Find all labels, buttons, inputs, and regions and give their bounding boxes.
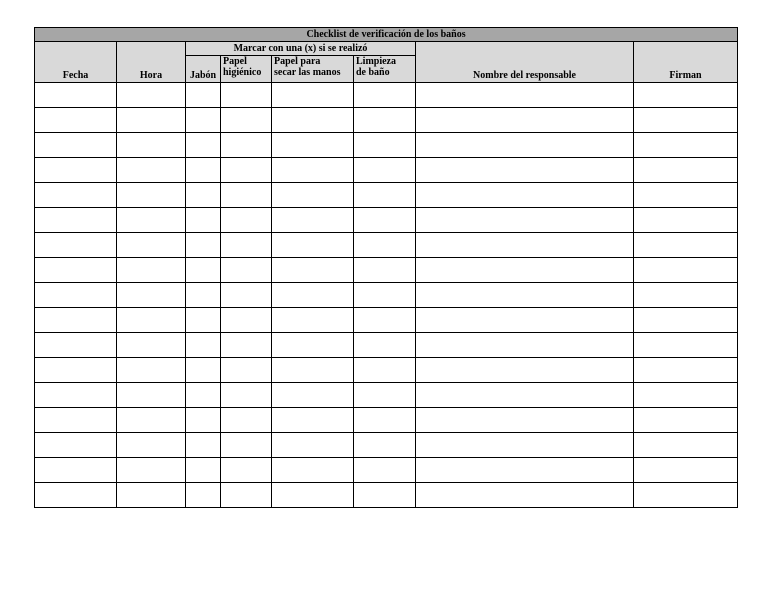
table-title: Checklist de verificación de los baños xyxy=(35,28,738,42)
cell-jabon[interactable] xyxy=(186,408,221,433)
cell-papel-manos[interactable] xyxy=(272,83,354,108)
cell-papel-manos[interactable] xyxy=(272,283,354,308)
table-row xyxy=(35,233,738,258)
cell-firma[interactable] xyxy=(634,208,738,233)
cell-nombre-responsable[interactable] xyxy=(416,383,634,408)
cell-papel-manos[interactable] xyxy=(272,458,354,483)
cell-jabon[interactable] xyxy=(186,183,221,208)
table-row xyxy=(35,358,738,383)
cell-limpieza[interactable] xyxy=(354,233,416,258)
table-row xyxy=(35,433,738,458)
cell-hora[interactable] xyxy=(117,483,186,508)
checklist-table xyxy=(34,27,738,508)
cell-papel-higienico[interactable] xyxy=(221,483,272,508)
cell-papel-higienico[interactable] xyxy=(221,333,272,358)
cell-papel-manos[interactable] xyxy=(272,433,354,458)
cell-hora[interactable] xyxy=(117,108,186,133)
column-header-limpieza-line2: de baño xyxy=(356,67,390,78)
cell-papel-manos[interactable] xyxy=(272,158,354,183)
cell-papel-manos[interactable] xyxy=(272,233,354,258)
cell-limpieza[interactable] xyxy=(354,108,416,133)
cell-papel-higienico[interactable] xyxy=(221,258,272,283)
column-header-papel-higienico-line1: Papel xyxy=(223,56,247,67)
column-header-fecha: Fecha xyxy=(35,42,117,83)
cell-jabon[interactable] xyxy=(186,83,221,108)
cell-hora[interactable] xyxy=(117,333,186,358)
cell-firma[interactable] xyxy=(634,183,738,208)
cell-nombre-responsable[interactable] xyxy=(416,108,634,133)
cell-papel-manos[interactable] xyxy=(272,483,354,508)
table-row xyxy=(35,83,738,108)
table-row xyxy=(35,308,738,333)
cell-jabon[interactable] xyxy=(186,458,221,483)
cell-papel-higienico[interactable] xyxy=(221,383,272,408)
cell-firma[interactable] xyxy=(634,458,738,483)
cell-jabon[interactable] xyxy=(186,358,221,383)
cell-fecha[interactable] xyxy=(35,433,117,458)
cell-jabon[interactable] xyxy=(186,208,221,233)
column-header-papel-manos-line1: Papel para xyxy=(274,56,321,67)
table-row xyxy=(35,283,738,308)
cell-fecha[interactable] xyxy=(35,458,117,483)
cell-fecha[interactable] xyxy=(35,308,117,333)
cell-fecha[interactable] xyxy=(35,483,117,508)
cell-jabon[interactable] xyxy=(186,383,221,408)
cell-limpieza[interactable] xyxy=(354,258,416,283)
cell-hora[interactable] xyxy=(117,433,186,458)
cell-firma[interactable] xyxy=(634,283,738,308)
column-header-firman: Firman xyxy=(634,42,738,83)
cell-papel-higienico[interactable] xyxy=(221,408,272,433)
cell-fecha[interactable] xyxy=(35,283,117,308)
cell-nombre-responsable[interactable] xyxy=(416,208,634,233)
cell-fecha[interactable] xyxy=(35,358,117,383)
cell-limpieza[interactable] xyxy=(354,408,416,433)
cell-papel-higienico[interactable] xyxy=(221,83,272,108)
column-header-jabon: Jabón xyxy=(186,56,221,83)
checklist-sheet xyxy=(34,27,737,508)
cell-papel-higienico[interactable] xyxy=(221,433,272,458)
cell-nombre-responsable[interactable] xyxy=(416,133,634,158)
cell-papel-manos[interactable] xyxy=(272,258,354,283)
cell-hora[interactable] xyxy=(117,83,186,108)
cell-firma[interactable] xyxy=(634,308,738,333)
table-row xyxy=(35,408,738,433)
table-row xyxy=(35,108,738,133)
cell-papel-higienico[interactable] xyxy=(221,183,272,208)
cell-limpieza[interactable] xyxy=(354,283,416,308)
cell-jabon[interactable] xyxy=(186,283,221,308)
cell-papel-higienico[interactable] xyxy=(221,458,272,483)
cell-firma[interactable] xyxy=(634,258,738,283)
table-row xyxy=(35,333,738,358)
cell-firma[interactable] xyxy=(634,408,738,433)
cell-limpieza[interactable] xyxy=(354,133,416,158)
cell-firma[interactable] xyxy=(634,483,738,508)
cell-hora[interactable] xyxy=(117,458,186,483)
cell-fecha[interactable] xyxy=(35,83,117,108)
cell-nombre-responsable[interactable] xyxy=(416,333,634,358)
cell-jabon[interactable] xyxy=(186,433,221,458)
cell-hora[interactable] xyxy=(117,208,186,233)
cell-limpieza[interactable] xyxy=(354,458,416,483)
cell-hora[interactable] xyxy=(117,283,186,308)
cell-nombre-responsable[interactable] xyxy=(416,408,634,433)
cell-papel-manos[interactable] xyxy=(272,333,354,358)
cell-jabon[interactable] xyxy=(186,108,221,133)
cell-papel-higienico[interactable] xyxy=(221,133,272,158)
cell-fecha[interactable] xyxy=(35,108,117,133)
column-header-papel-manos-line2: secar las manos xyxy=(274,67,341,78)
cell-papel-manos[interactable] xyxy=(272,208,354,233)
cell-nombre-responsable[interactable] xyxy=(416,83,634,108)
table-row xyxy=(35,458,738,483)
cell-firma[interactable] xyxy=(634,358,738,383)
cell-firma[interactable] xyxy=(634,158,738,183)
cell-limpieza[interactable] xyxy=(354,183,416,208)
column-header-papel-higienico xyxy=(221,56,272,83)
cell-nombre-responsable[interactable] xyxy=(416,258,634,283)
cell-limpieza[interactable] xyxy=(354,433,416,458)
cell-papel-manos[interactable] xyxy=(272,133,354,158)
cell-hora[interactable] xyxy=(117,233,186,258)
cell-firma[interactable] xyxy=(634,433,738,458)
cell-fecha[interactable] xyxy=(35,208,117,233)
cell-papel-manos[interactable] xyxy=(272,383,354,408)
table-row xyxy=(35,383,738,408)
cell-limpieza[interactable] xyxy=(354,83,416,108)
cell-limpieza[interactable] xyxy=(354,208,416,233)
column-header-limpieza xyxy=(354,56,416,83)
cell-jabon[interactable] xyxy=(186,258,221,283)
cell-papel-higienico[interactable] xyxy=(221,233,272,258)
table-row xyxy=(35,483,738,508)
cell-hora[interactable] xyxy=(117,308,186,333)
cell-papel-higienico[interactable] xyxy=(221,308,272,333)
cell-limpieza[interactable] xyxy=(354,308,416,333)
cell-nombre-responsable[interactable] xyxy=(416,183,634,208)
column-header-papel-manos xyxy=(272,56,354,83)
cell-nombre-responsable[interactable] xyxy=(416,233,634,258)
table-row xyxy=(35,133,738,158)
cell-jabon[interactable] xyxy=(186,333,221,358)
cell-nombre-responsable[interactable] xyxy=(416,158,634,183)
cell-hora[interactable] xyxy=(117,383,186,408)
cell-nombre-responsable[interactable] xyxy=(416,283,634,308)
group-header-marcar: Marcar con una (x) si se realizó xyxy=(186,42,416,56)
cell-jabon[interactable] xyxy=(186,308,221,333)
cell-hora[interactable] xyxy=(117,158,186,183)
cell-fecha[interactable] xyxy=(35,183,117,208)
table-row xyxy=(35,158,738,183)
cell-hora[interactable] xyxy=(117,408,186,433)
cell-nombre-responsable[interactable] xyxy=(416,308,634,333)
cell-firma[interactable] xyxy=(634,383,738,408)
cell-papel-manos[interactable] xyxy=(272,308,354,333)
cell-jabon[interactable] xyxy=(186,133,221,158)
column-header-papel-higienico-line2: higiénico xyxy=(223,67,262,78)
cell-nombre-responsable[interactable] xyxy=(416,483,634,508)
cell-nombre-responsable[interactable] xyxy=(416,433,634,458)
table-row xyxy=(35,183,738,208)
cell-fecha[interactable] xyxy=(35,258,117,283)
column-header-nombre-responsable: Nombre del responsable xyxy=(416,42,634,83)
cell-hora[interactable] xyxy=(117,183,186,208)
cell-papel-manos[interactable] xyxy=(272,408,354,433)
column-header-limpieza-line1: Limpieza xyxy=(356,56,396,67)
cell-papel-higienico[interactable] xyxy=(221,358,272,383)
cell-nombre-responsable[interactable] xyxy=(416,458,634,483)
cell-fecha[interactable] xyxy=(35,233,117,258)
cell-firma[interactable] xyxy=(634,133,738,158)
column-header-hora: Hora xyxy=(117,42,186,83)
cell-limpieza[interactable] xyxy=(354,358,416,383)
cell-papel-higienico[interactable] xyxy=(221,108,272,133)
cell-fecha[interactable] xyxy=(35,408,117,433)
cell-firma[interactable] xyxy=(634,333,738,358)
cell-jabon[interactable] xyxy=(186,483,221,508)
table-row xyxy=(35,208,738,233)
cell-firma[interactable] xyxy=(634,108,738,133)
cell-limpieza[interactable] xyxy=(354,158,416,183)
cell-firma[interactable] xyxy=(634,83,738,108)
cell-jabon[interactable] xyxy=(186,158,221,183)
cell-papel-manos[interactable] xyxy=(272,183,354,208)
cell-fecha[interactable] xyxy=(35,158,117,183)
cell-firma[interactable] xyxy=(634,233,738,258)
cell-limpieza[interactable] xyxy=(354,333,416,358)
cell-jabon[interactable] xyxy=(186,233,221,258)
cell-papel-higienico[interactable] xyxy=(221,208,272,233)
cell-papel-higienico[interactable] xyxy=(221,158,272,183)
cell-hora[interactable] xyxy=(117,133,186,158)
cell-hora[interactable] xyxy=(117,258,186,283)
cell-limpieza[interactable] xyxy=(354,483,416,508)
checklist-rows xyxy=(35,83,738,508)
cell-papel-manos[interactable] xyxy=(272,108,354,133)
cell-nombre-responsable[interactable] xyxy=(416,358,634,383)
cell-papel-higienico[interactable] xyxy=(221,283,272,308)
cell-hora[interactable] xyxy=(117,358,186,383)
table-row xyxy=(35,258,738,283)
cell-fecha[interactable] xyxy=(35,133,117,158)
cell-fecha[interactable] xyxy=(35,383,117,408)
cell-limpieza[interactable] xyxy=(354,383,416,408)
cell-papel-manos[interactable] xyxy=(272,358,354,383)
cell-fecha[interactable] xyxy=(35,333,117,358)
